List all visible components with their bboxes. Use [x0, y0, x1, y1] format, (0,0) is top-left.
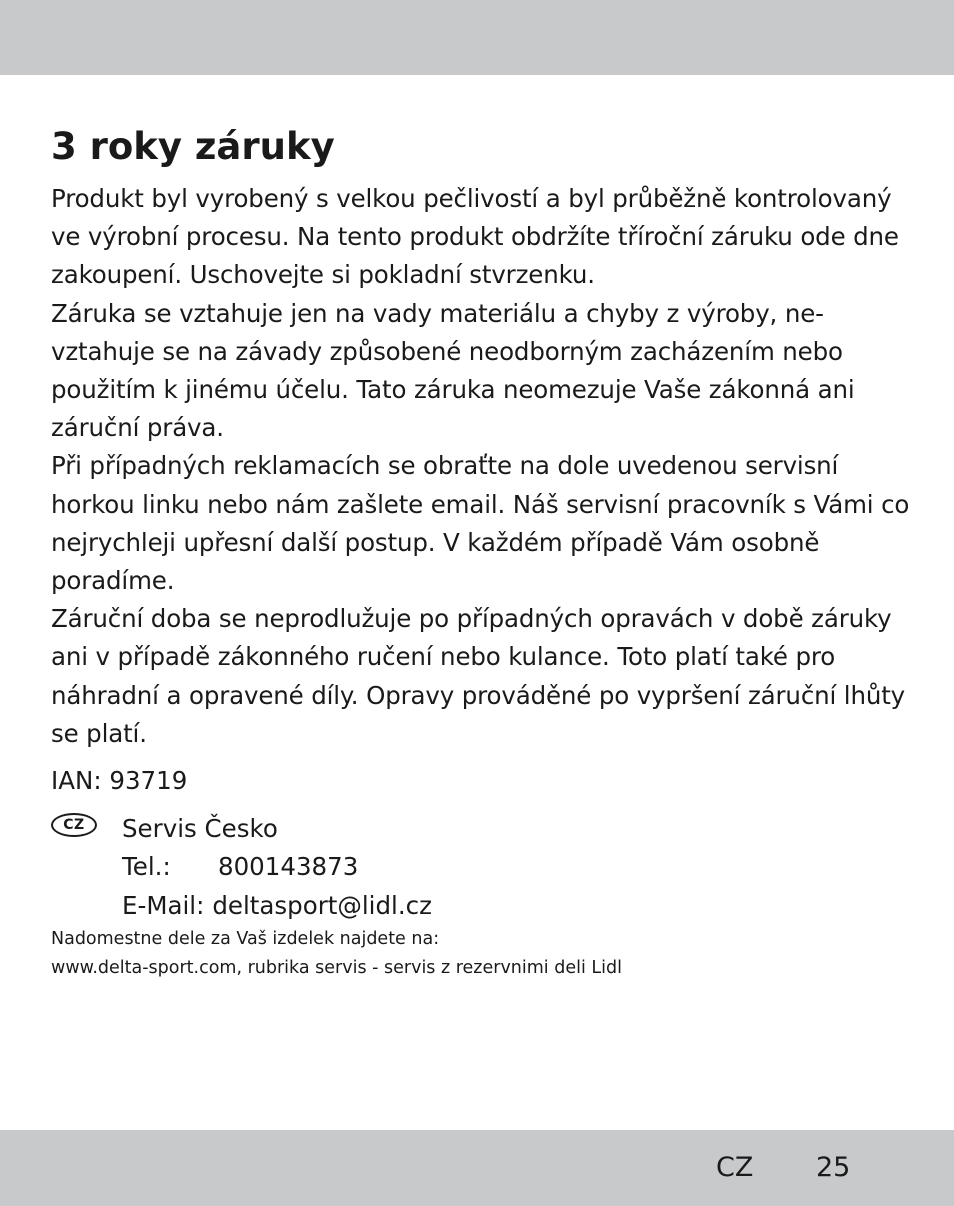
- header-band: [0, 0, 954, 75]
- service-name: Servis Česko: [122, 814, 278, 844]
- page-title: 3 roky záruky: [51, 125, 335, 168]
- paragraph-duration: Záruční doba se neprodlužuje po případných opravách v době záruky ani v případě zákonného ručení nebo kulance. Toto platí také pro náhradní a opravené díly. Opravy prováděné po vypršení záruční lhůty se platí.: [51, 604, 906, 748]
- tel-value: 800143873: [218, 852, 359, 882]
- paragraph-intro: Produkt byl vyrobený s velkou pečlivostí a byl průběžně kontrolovaný ve výrobní procesu. Na tento produkt obdržíte tříroční záruku ode dne zakoupení. Uschovejte si pokladní stvrzenku.: [51, 184, 899, 290]
- tel-label: Tel.:: [122, 852, 171, 882]
- page-content: [51, 124, 921, 983]
- spare-parts-line-1: Nadomestne dele za Vaš izdelek najdete na:: [51, 929, 440, 950]
- paragraph-claims: Při případných reklamacích se obraťte na dole uvedenou servisní horkou linku nebo nám zašlete email. Náš servisní pracovník s Vámi co nejrychleji upřesní další postup. V každém případě Vám osobně poradíme.: [51, 451, 910, 596]
- service-contact: [51, 810, 921, 925]
- country-badge-icon: CZ: [51, 813, 97, 837]
- footer-language: CZ: [716, 1152, 754, 1183]
- service-tel-row: [122, 848, 432, 886]
- service-lines: [122, 810, 432, 925]
- email-label: E-Mail:: [122, 890, 205, 920]
- paragraph-coverage: Záruka se vztahuje jen na vady materiálu a chyby z výroby, ne-vztahuje se na závady způsobené neodborným zacházením nebo použitím k jinému účelu. Tato záruka neomezuje Vaše zákonná ani záruční práva.: [51, 298, 855, 443]
- warranty-text: [51, 180, 921, 753]
- service-email-row: [122, 887, 432, 925]
- service-name-row: [122, 810, 432, 848]
- spare-parts-line-2[interactable]: www.delta-sport.com, rubrika servis - servis z rezervnimi deli Lidl: [51, 958, 622, 979]
- ian-number: IAN: 93719: [51, 766, 188, 796]
- page-number: 25: [816, 1152, 851, 1183]
- footer-band: [0, 1130, 954, 1206]
- spare-parts-note: [51, 925, 921, 983]
- email-value[interactable]: deltasport@lidl.cz: [212, 890, 432, 920]
